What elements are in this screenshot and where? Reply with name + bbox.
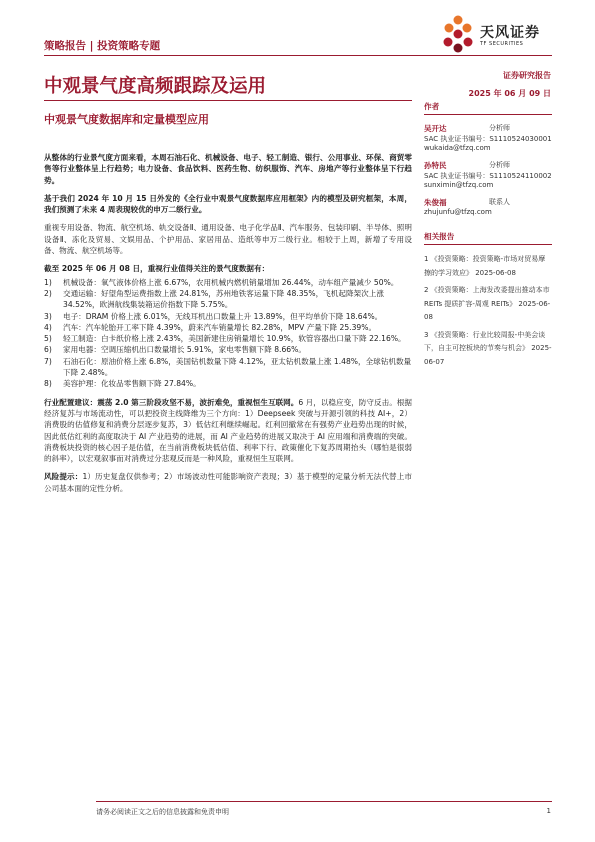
- main-content: [44, 152, 412, 501]
- author-role: 分析师: [489, 161, 510, 169]
- author-license: SAC 执业证书编号：S1110524110002: [424, 172, 552, 180]
- author-card: [424, 160, 552, 197]
- industries-paragraph: 重视专用设备、物流、航空机场、轨交设备Ⅱ、通用设备、电子化学品Ⅱ、汽车服务、包装印刷、半导体、照明设备Ⅱ、冻化及贸易、文娱用品、个护用品、家居用品、造纸等申万二级行业。相较于上周，新增了专用设备、物流、航空机场等。: [44, 223, 412, 256]
- page-number: 1: [546, 807, 551, 815]
- risk-label: 风险提示：: [44, 472, 83, 482]
- list-item: 8) 美容护理：化妆品零售额下降 27.84%。: [44, 379, 201, 389]
- list-item: 2) 交通运输：好望角型运费指数上涨 24.81%，苏州地铁客运量下降 48.35%，飞机起降架次上涨 34.52%，欧洲航线集装箱运价指数下降 5.75%。: [44, 288, 384, 310]
- logo-subtext: TF SECURITIES: [480, 41, 524, 47]
- related-heading: 相关报告: [424, 231, 552, 245]
- config-body: 6 月，以稳应变，防守反击。根据经济复苏与市场流动性，可以把投资主线降维为三个方向：1）Deepseek 突破与开源引领的科技 AI+，2）消费股的估值修复和消费分层逐步复苏，3）低估红利继续崛起。红利回撤常在有强势产业趋势出现的时候，因此低估红利的高度取决于 AI 产业趋势的进展，而 AI 产业趋势的进展又取决于 AI 应用端和消费端的突破。消费板块投资的核心因子是估值，在当前消费板块低估值、利率下行、政策催化下复苏周期抬头（哪怕是很弱的斜率），以宏观叙事而对消费过分悲观反而是一种风险，重视恒生互联网。: [44, 397, 412, 464]
- related-report-link[interactable]: 3 《投资策略：行业比较周报-中美会谈下，自主可控板块的节奏与机会》 2025-06-07: [424, 330, 552, 366]
- footer-divider: [96, 801, 552, 802]
- list-item: 7) 石油石化：原油价格上涨 6.8%，美国钻机数量下降 4.12%，亚太钻机数量上涨 1.48%，全球钻机数量下降 2.48%。: [44, 356, 412, 378]
- author-email[interactable]: sunximin@tfzq.com: [424, 181, 494, 189]
- report-type: 证券研究报告: [503, 71, 551, 80]
- author-card: [424, 123, 552, 160]
- logo-text: 天风证券: [480, 25, 540, 41]
- authors-heading: 作者: [424, 101, 552, 115]
- list-item: 6) 家用电器：空调压缩机出口数量增长 5.91%，家电零售额下降 8.66%。: [44, 345, 306, 355]
- method-paragraph: 基于我们 2024 年 10 月 15 日外发的《全行业中观景气度数据库应用框架》内的模型及研究框架，本周，我们预测了未来 4 周表现较优的申万二级行业。: [44, 193, 412, 215]
- list-item: 4) 汽车：汽车轮胎开工率下降 4.39%，蔚来汽车销量增长 82.28%，MPV 产量下降 25.39%。: [44, 322, 377, 332]
- page-title: 中观景气度高频跟踪及运用: [44, 76, 267, 97]
- focus-list: [44, 277, 412, 390]
- author-role: 联系人: [489, 198, 510, 206]
- author-name: 孙特民: [424, 161, 447, 170]
- tf-logo-icon: [440, 14, 476, 54]
- risk-paragraph: [44, 471, 412, 494]
- author-role: 分析师: [489, 124, 510, 132]
- author-license: SAC 执业证书编号：S1110524030001: [424, 135, 552, 143]
- report-date: 2025 年 06 月 09 日: [468, 89, 551, 98]
- sidebar: [424, 101, 552, 373]
- author-name: 吴开达: [424, 124, 447, 133]
- header-divider: [44, 55, 552, 56]
- title-divider: [44, 100, 412, 101]
- page-subtitle: 中观景气度数据库和定量模型应用: [44, 113, 209, 126]
- intro-paragraph: 从整体的行业景气度方面来看，本周石油石化、机械设备、电子、轻工制造、银行、公用事业、环保、商贸零售等行业整体呈上行趋势；电力设备、食品饮料、医药生物、纺织服饰、汽车、房地产等行业整体呈下行趋势。: [44, 153, 412, 185]
- config-paragraph: [44, 397, 412, 465]
- report-category: 策略报告 | 投资策略专题: [44, 40, 161, 52]
- related-report-link[interactable]: 1 《投资策略：投资策略-市场对贸易摩擦的学习效应》 2025-06-08: [424, 255, 546, 277]
- list-item: 3) 电子：DRAM 价格上涨 6.01%，无线耳机出口数量上升 13.89%，但平均单价下降 18.64%。: [44, 311, 383, 321]
- footer-disclaimer: 请务必阅读正文之后的信息披露和免责申明: [96, 808, 229, 816]
- author-email[interactable]: wukaida@tfzq.com: [424, 144, 491, 152]
- config-heading: 行业配置建议：震荡 2.0 第三阶段攻坚不易，波折难免，重视恒生互联网。: [44, 397, 299, 407]
- author-email[interactable]: zhujunfu@tfzq.com: [424, 208, 492, 216]
- focus-heading: 截至 2025 年 06 月 08 日，重视行业值得关注的景气度数据有：: [44, 264, 270, 274]
- author-name: 朱俊福: [424, 198, 447, 207]
- author-card: [424, 197, 552, 229]
- risk-body: 1）历史复盘仅供参考；2）市场波动性可能影响资产表现；3）基于模型的定量分析无法代替上市公司基本面的定性分析。: [44, 472, 413, 493]
- list-item: 5) 轻工制造：白卡纸价格上涨 2.43%，美国新建住房销量增长 10.9%，软管容器出口量下降 22.16%。: [44, 334, 406, 344]
- list-item: 1) 机械设备：氧气液体价格上涨 6.67%，农用机械内燃机销量增加 26.44%，动车组产量减少 50%。: [44, 277, 399, 287]
- related-report-link[interactable]: 2 《投资策略：上海发改委提出推动本市 REITs 提质扩容-周观 REITs》 2025-06-08: [424, 286, 551, 321]
